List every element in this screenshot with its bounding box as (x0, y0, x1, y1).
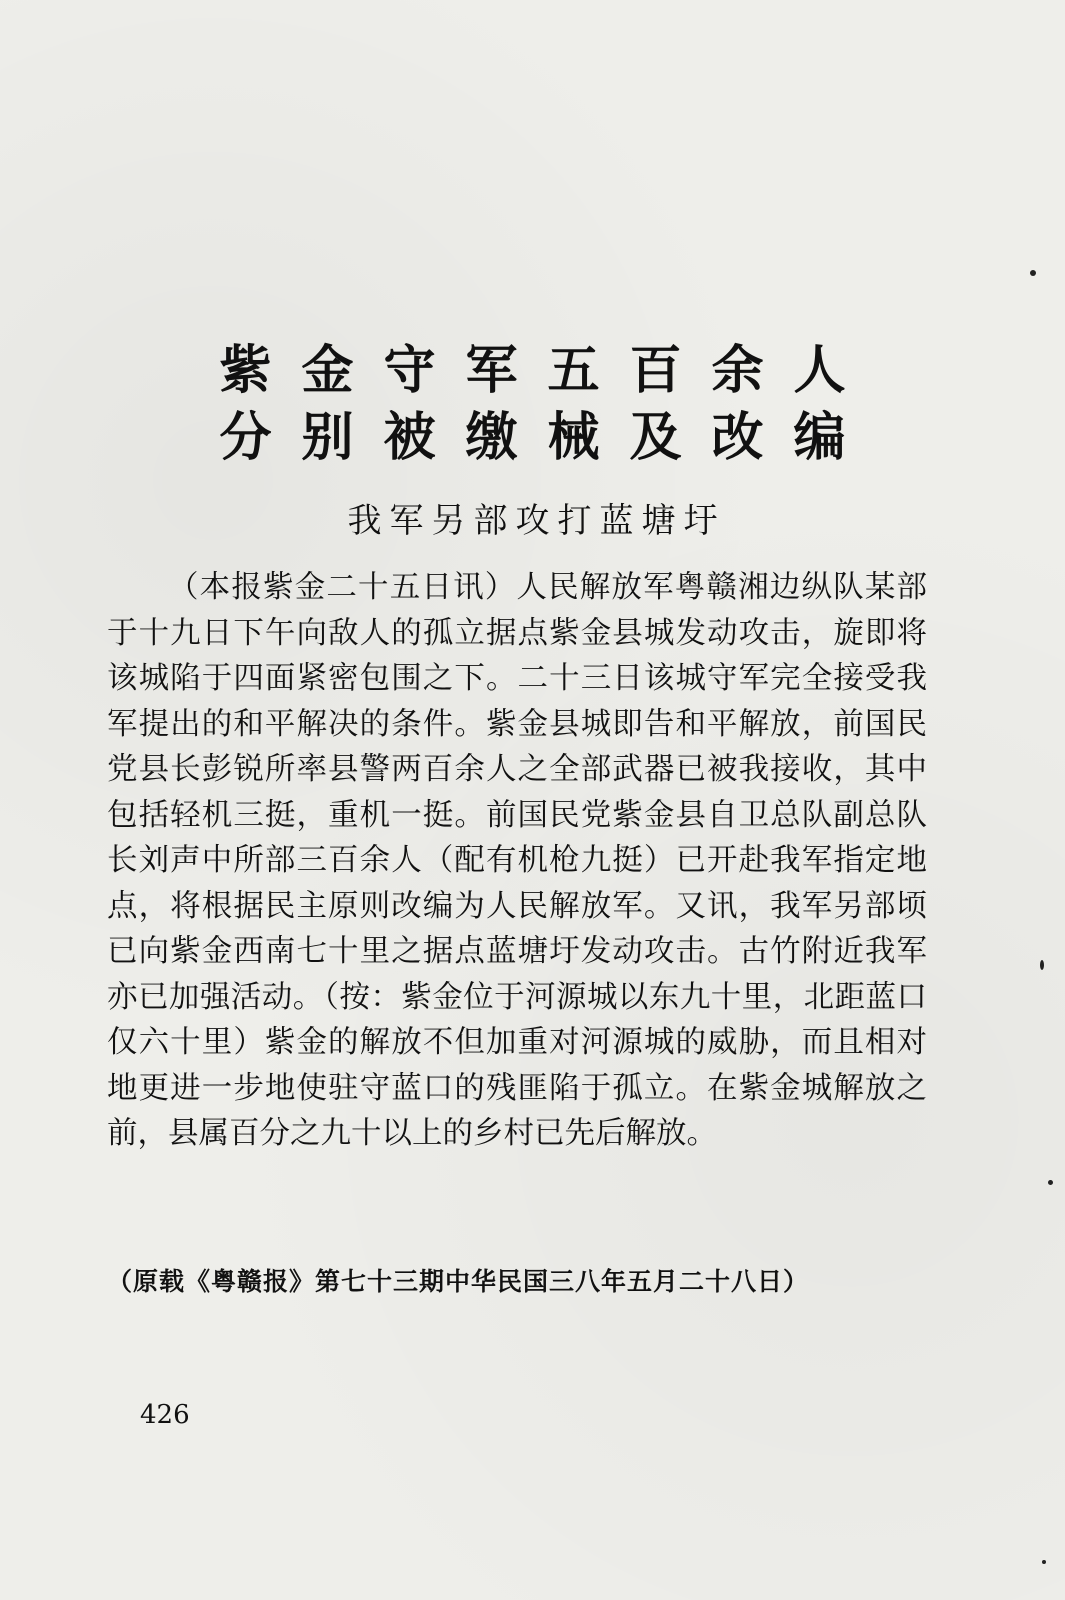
headline-line-2: 分别被缴械及改编 (219, 408, 876, 468)
headline-line-1: 紫金守军五百余人 (219, 341, 876, 401)
source-note: （原载《粤赣报》第七十三期中华民国三八年五月二十八日） (107, 1267, 810, 1296)
subheadline: 我军另部攻打蓝塘圩 (347, 501, 726, 541)
scan-speck (1030, 270, 1036, 276)
page-number: 426 (140, 1400, 190, 1430)
scan-speck (1042, 1560, 1046, 1564)
article-body: （本报紫金二十五日讯）人民解放军粤赣湘边纵队某部于十九日下午向敌人的孤立据点紫金县城发动攻击，旋即将该城陷于四面紧密包围之下。二十三日该城守军完全接受我军提出的和平解决的条件。紫金县城即告和平解放，前国民党县长彭锐所率县警两百余人之全部武器已被我接收，其中包括轻机三挺，重机一挺。前国民党紫金县自卫总队副总队长刘声中所部三百余人（配有机枪九挺）已开赴我军指定地点，将根据民主原则改编为人民解放军。又讯，我军另部顷已向紫金西南七十里之据点蓝塘圩发动攻击。古竹附近我军亦已加强活动。（按：紫金位于河源城以东九十里，北距蓝口仅六十里）紫金的解放不但加重对河源城的威胁，而且相对地更进一步地使驻守蓝口的残匪陷于孤立。在紫金城解放之前，县属百分之九十以上的乡村已先后解放。 (107, 570, 927, 1151)
scan-speck (1040, 960, 1044, 970)
scan-speck (1048, 1180, 1053, 1185)
